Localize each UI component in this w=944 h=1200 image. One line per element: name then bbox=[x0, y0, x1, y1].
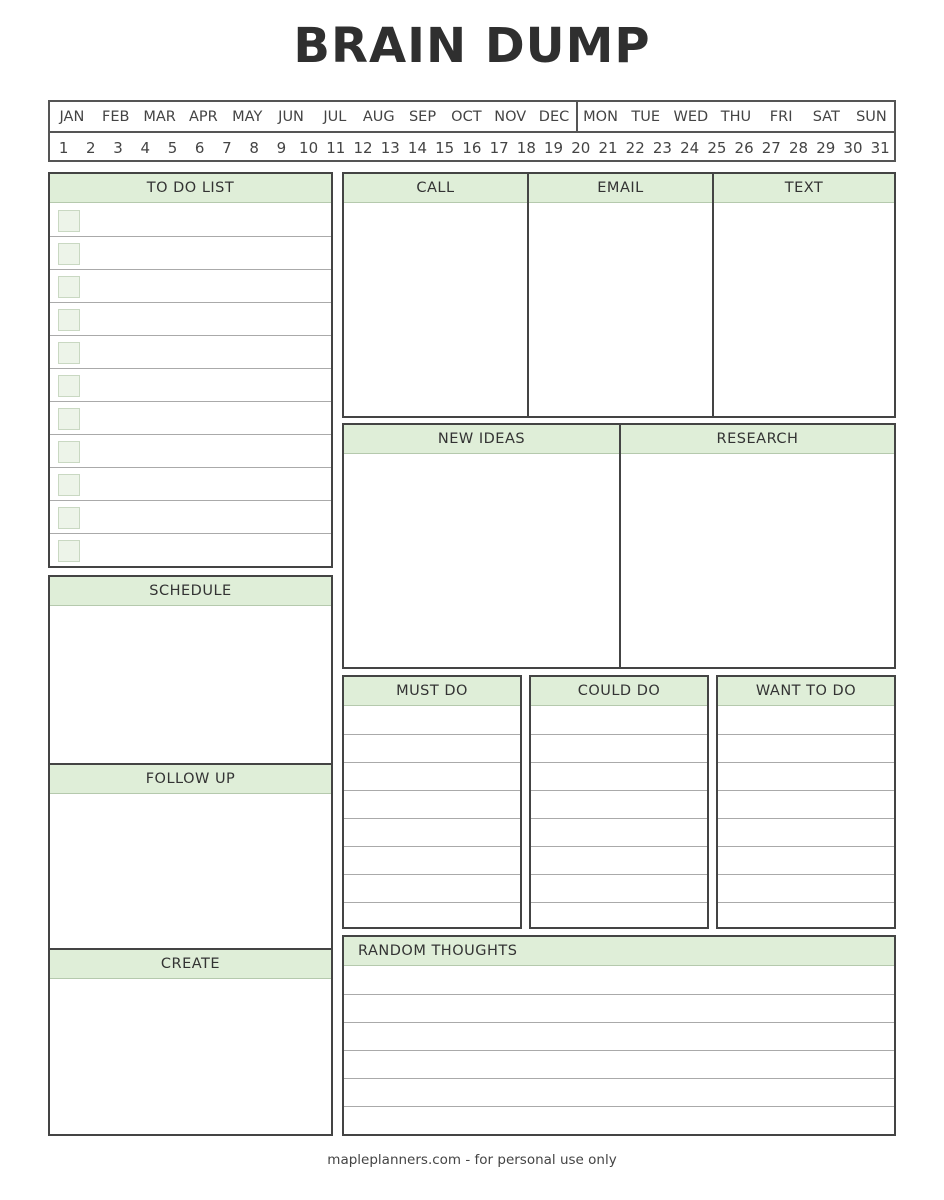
weekday-tue[interactable]: TUE bbox=[631, 108, 661, 125]
ruled-line bbox=[718, 790, 894, 791]
todo-line[interactable] bbox=[84, 501, 331, 534]
must-do-header: MUST DO bbox=[344, 677, 520, 706]
could-do-header: COULD DO bbox=[531, 677, 707, 706]
todo-line[interactable] bbox=[84, 204, 331, 237]
todo-line[interactable] bbox=[84, 534, 331, 567]
month-list bbox=[50, 102, 578, 131]
weekday-mon[interactable]: MON bbox=[583, 108, 618, 125]
ruled-line bbox=[344, 846, 520, 847]
ruled-line bbox=[344, 762, 520, 763]
research-header: RESEARCH bbox=[621, 425, 894, 454]
month-jul[interactable]: JUL bbox=[323, 108, 347, 125]
todo-line[interactable] bbox=[84, 336, 331, 369]
random-thoughts-header: RANDOM THOUGHTS bbox=[344, 937, 894, 966]
want-to-do-box bbox=[716, 675, 896, 929]
ruled-line bbox=[344, 1106, 894, 1107]
todo-checkbox[interactable] bbox=[58, 309, 80, 331]
todo-checkbox[interactable] bbox=[58, 276, 80, 298]
day-16[interactable]: 16 bbox=[462, 138, 482, 157]
create-header: CREATE bbox=[50, 950, 331, 979]
weekday-sun[interactable]: SUN bbox=[856, 108, 887, 125]
todo-checkbox[interactable] bbox=[58, 474, 80, 496]
weekday-list bbox=[578, 102, 894, 131]
ruled-line bbox=[718, 818, 894, 819]
follow-up-header: FOLLOW UP bbox=[50, 765, 331, 794]
day-24[interactable]: 24 bbox=[680, 138, 700, 157]
todo-line[interactable] bbox=[84, 369, 331, 402]
could-do-box bbox=[529, 675, 709, 929]
text-area[interactable] bbox=[714, 204, 894, 416]
weekday-sat[interactable]: SAT bbox=[812, 108, 840, 125]
ruled-line bbox=[718, 762, 894, 763]
month-aug[interactable]: AUG bbox=[362, 108, 395, 125]
page-title: BRAIN DUMP bbox=[293, 18, 651, 74]
day-23[interactable]: 23 bbox=[652, 138, 672, 157]
ruled-line bbox=[344, 734, 520, 735]
new-ideas-area[interactable] bbox=[344, 455, 619, 667]
todo-checkbox[interactable] bbox=[58, 375, 80, 397]
want-to-do-header: WANT TO DO bbox=[718, 677, 894, 706]
email-header: EMAIL bbox=[529, 174, 712, 203]
todo-line[interactable] bbox=[84, 270, 331, 303]
month-weekday-row bbox=[50, 102, 894, 133]
month-oct[interactable]: OCT bbox=[451, 108, 482, 125]
day-3[interactable]: 3 bbox=[113, 138, 123, 157]
day-8[interactable]: 8 bbox=[249, 138, 259, 157]
call-header: CALL bbox=[344, 174, 527, 203]
date-selector bbox=[48, 100, 896, 162]
call-area[interactable] bbox=[344, 204, 527, 416]
day-30[interactable]: 30 bbox=[843, 138, 863, 157]
day-7[interactable]: 7 bbox=[222, 138, 232, 157]
ruled-line bbox=[344, 994, 894, 995]
ruled-line bbox=[718, 902, 894, 903]
ideas-research-box bbox=[342, 423, 896, 669]
schedule-header: SCHEDULE bbox=[50, 577, 331, 606]
ruled-line bbox=[344, 874, 520, 875]
todo-checkbox[interactable] bbox=[58, 408, 80, 430]
follow-up-area[interactable] bbox=[50, 795, 331, 948]
todo-checkbox[interactable] bbox=[58, 540, 80, 562]
day-19[interactable]: 19 bbox=[544, 138, 564, 157]
ruled-line bbox=[344, 818, 520, 819]
day-12[interactable]: 12 bbox=[353, 138, 373, 157]
ruled-line bbox=[531, 762, 707, 763]
weekday-wed[interactable]: WED bbox=[673, 108, 709, 125]
weekday-thu[interactable]: THU bbox=[720, 108, 752, 125]
todo-checkbox[interactable] bbox=[58, 441, 80, 463]
ruled-line bbox=[718, 874, 894, 875]
ruled-line bbox=[531, 874, 707, 875]
day-17[interactable]: 17 bbox=[489, 138, 509, 157]
schedule-followup-create-box bbox=[48, 575, 333, 1136]
day-27[interactable]: 27 bbox=[761, 138, 781, 157]
must-do-box bbox=[342, 675, 522, 929]
month-mar[interactable]: MAR bbox=[143, 108, 176, 125]
new-ideas-header: NEW IDEAS bbox=[344, 425, 619, 454]
todo-list-header: TO DO LIST bbox=[50, 174, 331, 203]
weekday-fri[interactable]: FRI bbox=[769, 108, 793, 125]
todo-line[interactable] bbox=[84, 435, 331, 468]
footer-credit: mapleplanners.com - for personal use only bbox=[327, 1152, 617, 1168]
ruled-line bbox=[718, 734, 894, 735]
ruled-line bbox=[344, 902, 520, 903]
day-9[interactable]: 9 bbox=[276, 138, 287, 157]
day-13[interactable]: 13 bbox=[380, 138, 400, 157]
todo-checkbox[interactable] bbox=[58, 342, 80, 364]
todo-line[interactable] bbox=[84, 402, 331, 435]
ruled-line bbox=[531, 818, 707, 819]
todo-line[interactable] bbox=[84, 468, 331, 501]
ruled-line bbox=[344, 790, 520, 791]
ruled-line bbox=[531, 734, 707, 735]
day-6[interactable]: 6 bbox=[194, 138, 205, 157]
month-jan[interactable]: JAN bbox=[59, 108, 85, 125]
todo-checkbox[interactable] bbox=[58, 507, 80, 529]
todo-checkbox[interactable] bbox=[58, 210, 80, 232]
day-21[interactable]: 21 bbox=[598, 138, 618, 157]
todo-line[interactable] bbox=[84, 237, 331, 270]
day-18[interactable]: 18 bbox=[516, 138, 536, 157]
day-2[interactable]: 2 bbox=[86, 138, 96, 157]
month-dec[interactable]: DEC bbox=[538, 108, 570, 125]
create-area[interactable] bbox=[50, 980, 331, 1134]
month-feb[interactable]: FEB bbox=[102, 108, 130, 125]
month-may[interactable]: MAY bbox=[232, 108, 263, 125]
random-thoughts-box bbox=[342, 935, 896, 1136]
day-10[interactable]: 10 bbox=[299, 138, 319, 157]
day-1[interactable]: 1 bbox=[58, 138, 69, 157]
month-jun[interactable]: JUN bbox=[278, 108, 304, 125]
day-20[interactable]: 20 bbox=[571, 138, 591, 157]
month-nov[interactable]: NOV bbox=[494, 108, 527, 125]
day-31[interactable]: 31 bbox=[870, 138, 890, 157]
ruled-line bbox=[344, 1022, 894, 1023]
day-26[interactable]: 26 bbox=[734, 138, 754, 157]
ruled-line bbox=[531, 846, 707, 847]
day-4[interactable]: 4 bbox=[140, 138, 151, 157]
day-22[interactable]: 22 bbox=[625, 138, 645, 157]
day-29[interactable]: 29 bbox=[816, 138, 836, 157]
ruled-line bbox=[531, 902, 707, 903]
text-header: TEXT bbox=[714, 174, 894, 203]
ruled-line bbox=[531, 790, 707, 791]
todo-line[interactable] bbox=[84, 303, 331, 336]
ruled-line bbox=[718, 846, 894, 847]
day-15[interactable]: 15 bbox=[435, 138, 455, 157]
ruled-line bbox=[344, 1078, 894, 1079]
ruled-line bbox=[344, 1050, 894, 1051]
todo-checkbox[interactable] bbox=[58, 243, 80, 265]
schedule-area[interactable] bbox=[50, 607, 331, 763]
day-14[interactable]: 14 bbox=[407, 138, 427, 157]
day-5[interactable]: 5 bbox=[167, 138, 178, 157]
research-area[interactable] bbox=[621, 455, 894, 667]
contact-box bbox=[342, 172, 896, 418]
month-apr[interactable]: APR bbox=[189, 108, 218, 125]
todo-list-box bbox=[48, 172, 333, 568]
email-area[interactable] bbox=[529, 204, 712, 416]
day-25[interactable]: 25 bbox=[707, 138, 727, 157]
day-28[interactable]: 28 bbox=[788, 138, 809, 157]
month-sep[interactable]: SEP bbox=[408, 108, 437, 125]
day-11[interactable]: 11 bbox=[326, 138, 346, 157]
day-number-row bbox=[50, 133, 894, 162]
